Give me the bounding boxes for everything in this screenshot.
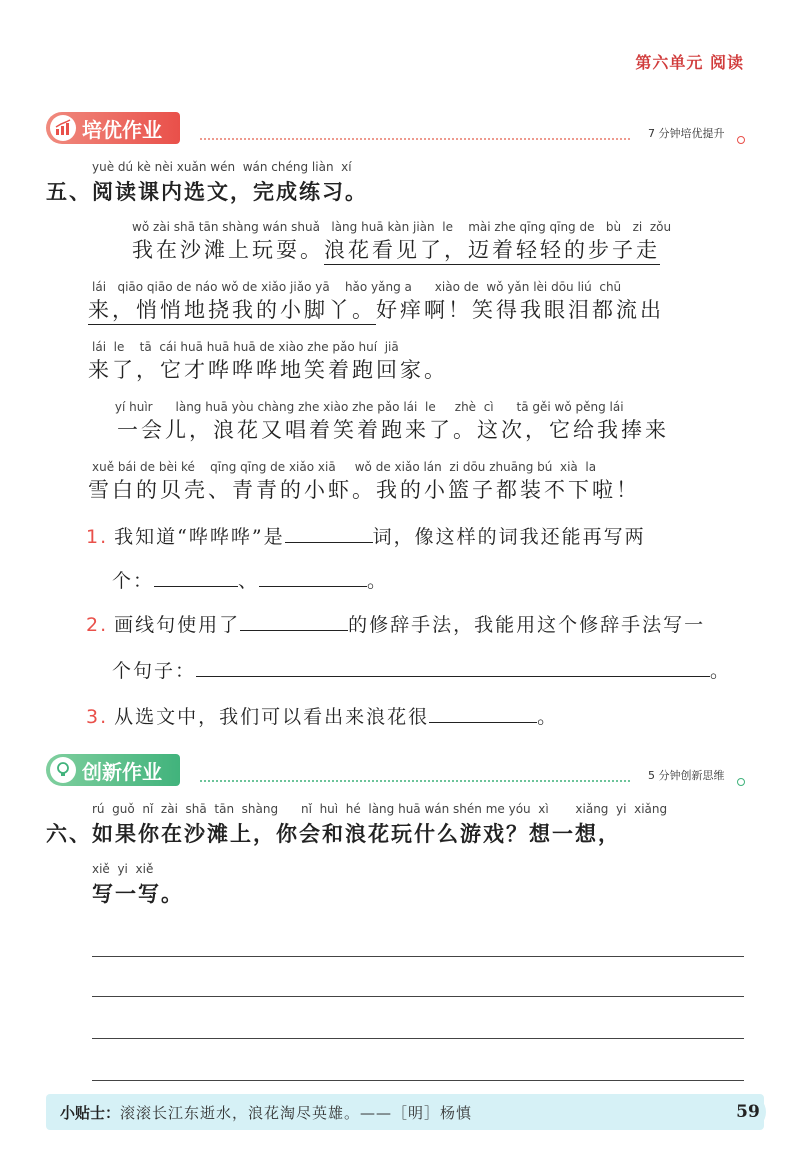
passage-line: 来了，它才哗哗哗地笑着跑回家。 <box>88 358 448 382</box>
q5-title: 五、阅读课内选文，完成练习。 <box>46 180 368 204</box>
section-bar-creative <box>46 752 180 788</box>
answer-blank[interactable] <box>259 568 367 587</box>
passage-pinyin: wǒ zài shā tān shàng wán shuǎ làng huā kàn jiàn le mài zhe qīng qīng de bù zi zǒu <box>132 220 672 234</box>
passage-line: 来，悄悄地挠我的小脚丫。好痒啊！笑得我眼泪都流出 <box>88 294 664 324</box>
sub-question-1-cont: 个： 、 。 <box>112 570 389 592</box>
section-divider <box>200 138 630 140</box>
section-pill <box>46 754 180 786</box>
answer-blank[interactable] <box>196 658 710 677</box>
answer-blank[interactable] <box>240 612 348 631</box>
tip-label: 小贴士： <box>60 1103 121 1122</box>
page-number: 59 <box>730 1094 766 1130</box>
q6-title-2: 写一写。 <box>92 882 184 906</box>
answer-blank[interactable] <box>285 524 373 543</box>
section-title: 培优作业 <box>82 117 162 142</box>
passage-pinyin: xuě bái de bèi ké qīng qīng de xiǎo xiā wǒ de xiǎo lán zi dōu zhuāng bú xià la <box>92 460 597 474</box>
passage-line: 雪白的贝壳、青青的小虾。我的小篮子都装不下啦！ <box>88 478 640 502</box>
section-bar-training <box>46 110 180 146</box>
q6-pinyin: rú guǒ nǐ zài shā tān shàng nǐ huì hé làng huā wán shén me yóu xì xiǎng yi xiǎng <box>92 802 668 816</box>
chart-icon <box>50 115 76 141</box>
passage-pinyin: yí huìr làng huā yòu chàng zhe xiào zhe pǎo lái le zhè cì tā gěi wǒ pěng lái <box>92 400 624 414</box>
writing-line[interactable] <box>92 996 744 997</box>
lightbulb-icon <box>50 757 76 783</box>
sub-question-3: 3. 从选文中，我们可以看出来浪花很 。 <box>86 706 559 728</box>
end-dot <box>737 136 745 144</box>
section-pill <box>46 112 180 144</box>
writing-line[interactable] <box>92 956 744 957</box>
section-time: 5 分钟创新思维 <box>648 769 725 782</box>
writing-line[interactable] <box>92 1080 744 1081</box>
q5-pinyin: yuè dú kè nèi xuǎn wén wán chéng liàn xí <box>92 160 352 174</box>
writing-line[interactable] <box>92 1038 744 1039</box>
passage-line: 我在沙滩上玩耍。浪花看见了，迈着轻轻的步子走 <box>132 234 660 264</box>
sub-question-2: 2. 画线句使用了 的修辞手法，我能用这个修辞手法写一 <box>86 614 706 636</box>
tip-bar <box>46 1094 764 1130</box>
end-dot <box>737 778 745 786</box>
tip-text: 滚滚长江东逝水，浪花淘尽英雄。——［明］杨慎 <box>120 1103 473 1122</box>
q6-title: 六、如果你在沙滩上，你会和浪花玩什么游戏？想一想， <box>46 822 621 846</box>
section-divider <box>200 780 630 782</box>
unit-header: 第六单元 阅读 <box>635 53 744 72</box>
section-time: 7 分钟培优提升 <box>648 127 725 140</box>
q6-pinyin-2: xiě yi xiě <box>92 862 154 876</box>
section-title: 创新作业 <box>82 759 162 784</box>
passage-line: 一会儿，浪花又唱着笑着跑来了。这次，它给我捧来 <box>88 418 670 442</box>
sub-question-2-cont: 个句子： 。 <box>112 660 732 682</box>
answer-blank[interactable] <box>154 568 238 587</box>
passage-pinyin: lái le tā cái huā huā huā de xiào zhe pǎo huí jiā <box>92 340 399 354</box>
sub-question-1: 1. 我知道“哗哗哗”是 词，像这样的词我还能再写两 <box>86 526 646 548</box>
passage-pinyin: lái qiāo qiāo de náo wǒ de xiǎo jiǎo yā hǎo yǎng a xiào de wǒ yǎn lèi dōu liú chū <box>92 280 622 294</box>
answer-blank[interactable] <box>429 704 537 723</box>
